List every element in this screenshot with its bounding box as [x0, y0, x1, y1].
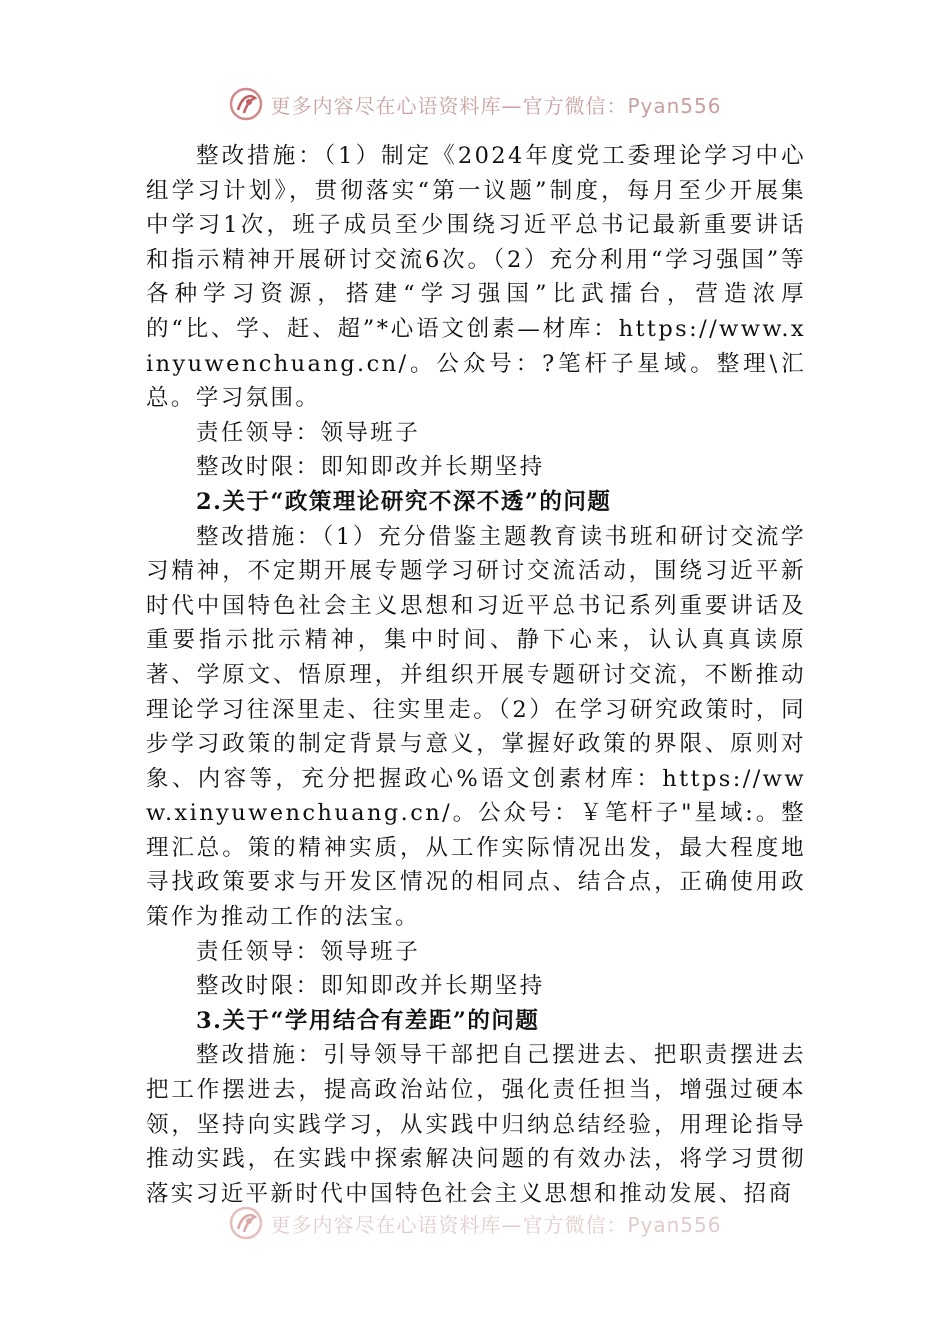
- paragraph-measures-3: 整改措施：引导领导干部把自己摆进去、把职责摆进去把工作摆进去，提高政治站位，强化责任担当，增强过硬本领，坚持向实践学习，从实践中归纳总结经验，用理论指导推动实践，在实践中探索解决问题的有效办法，将学习贯彻落实习近平新时代中国特色社会主义思想和推动发展、招商: [146, 1042, 806, 1207]
- watermark-banner-top: [0, 84, 950, 124]
- seal-logo-icon: [228, 86, 264, 122]
- section-heading-3: 3.关于“学用结合有差距”的问题: [196, 1007, 540, 1034]
- paragraph-responsible-1: 责任领导：领导班子: [196, 419, 421, 446]
- seal-logo-icon: [228, 1205, 264, 1241]
- watermark-banner-bottom: [0, 1203, 950, 1243]
- paragraph-measures-1: 整改措施：（1）制定《2024年度党工委理论学习中心组学习计划》，贯彻落实“第一议题”制度，每月至少开展集中学习1次，班子成员至少围绕习近平总书记最新重要讲话和指示精神开展研讨交流6次。（2）充分利用“学习强国”等各种学习资源，搭建“学习强国”比武擂台，营造浓厚的“比、学、赶、超”*心语文创素—材库：https://www.xinyuwenchuang.cn/。公众号：?笔杆子星域。整理\汇总。学习氛围。: [146, 143, 806, 412]
- watermark-text: 更多内容尽在心语资料库—官方微信：Pyan556: [270, 93, 722, 118]
- paragraph-deadline-2: 整改时限：即知即改并长期坚持: [196, 973, 545, 1000]
- watermark-text: 更多内容尽在心语资料库—官方微信：Pyan556: [270, 1212, 722, 1237]
- document-body: [146, 139, 806, 1211]
- paragraph-deadline-1: 整改时限：即知即改并长期坚持: [196, 454, 545, 481]
- section-heading-2: 2.关于“政策理论研究不深不透”的问题: [196, 488, 612, 515]
- paragraph-measures-2: 整改措施：（1）充分借鉴主题教育读书班和研讨交流学习精神，不定期开展专题学习研讨交流活动，围绕习近平新时代中国特色社会主义思想和习近平总书记系列重要讲话及重要指示批示精神，集中时间、静下心来，认认真真读原著、学原文、悟原理，并组织开展专题研讨交流，不断推动理论学习往深里走、往实里走。（2）在学习研究政策时，同步学习政策的制定背景与意义，掌握好政策的界限、原则对象、内容等，充分把握政心%语文创素材库：https://www.xinyuwenchuang.cn/。公众号：￥笔杆子"星域:。整理汇总。策的精神实质，从工作实际情况出发，最大程度地寻找政策要求与开发区情况的相同点、结合点，正确使用政策作为推动工作的法宝。: [146, 523, 806, 931]
- paragraph-responsible-2: 责任领导：领导班子: [196, 938, 421, 965]
